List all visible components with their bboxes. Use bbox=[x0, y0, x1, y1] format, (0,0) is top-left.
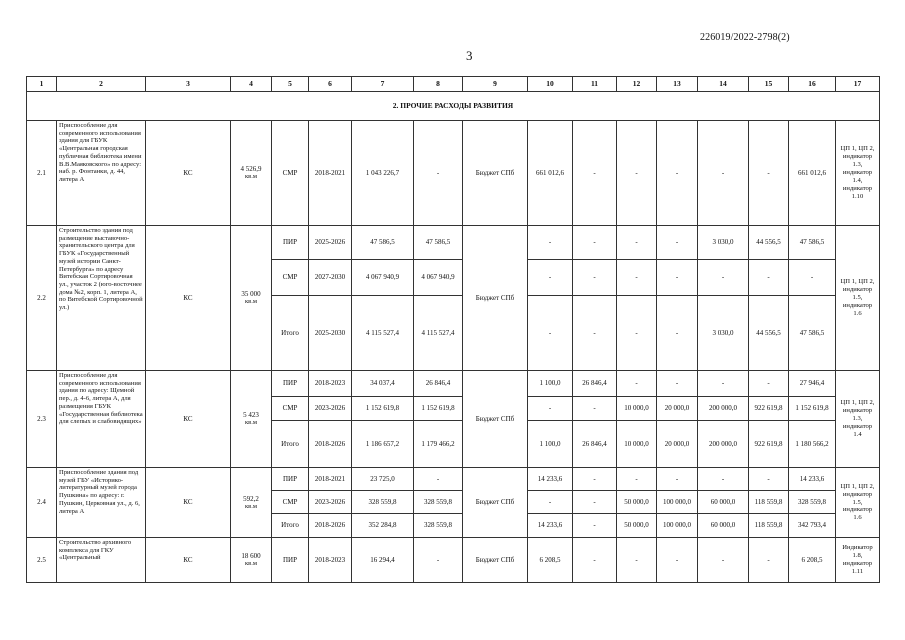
work-type: ПИР bbox=[272, 538, 309, 583]
year-value: - bbox=[573, 296, 617, 371]
remaining-cost: 328 559,8 bbox=[414, 491, 463, 514]
row-number: 2.1 bbox=[27, 121, 57, 226]
sum-value: 328 559,8 bbox=[789, 491, 836, 514]
period: 2025-2030 bbox=[309, 296, 352, 371]
year-value: - bbox=[698, 468, 749, 491]
year-value: - bbox=[698, 260, 749, 296]
col-header: 6 bbox=[309, 77, 352, 92]
table-row bbox=[27, 226, 880, 260]
customer: КС bbox=[146, 538, 231, 583]
year-value: - bbox=[657, 121, 698, 226]
capacity-value: 592,2 bbox=[243, 494, 259, 503]
remaining-cost: 1 152 619,8 bbox=[414, 397, 463, 421]
indicators: Индикатор 1.8, индикатор 1.11 bbox=[836, 538, 880, 583]
year-value: - bbox=[528, 296, 573, 371]
year-value: - bbox=[749, 468, 789, 491]
total-cost: 352 284,8 bbox=[352, 514, 414, 538]
year-value: - bbox=[749, 371, 789, 397]
capacity-unit: кв.м bbox=[245, 502, 257, 510]
total-cost: 1 043 226,7 bbox=[352, 121, 414, 226]
row-number: 2.4 bbox=[27, 468, 57, 538]
capacity bbox=[231, 121, 272, 226]
work-type: Итого bbox=[272, 296, 309, 371]
year-value: - bbox=[573, 397, 617, 421]
year-value: 50 000,0 bbox=[617, 491, 657, 514]
capacity bbox=[231, 226, 272, 371]
object-name: Приспособление здания под музей ГБУ «Историко-литературный музей города Пушкина» по адресу: г. Пушкин, Церковная ул., д. 6, литера А bbox=[57, 468, 146, 538]
period: 2018-2026 bbox=[309, 421, 352, 468]
remaining-cost: 26 846,4 bbox=[414, 371, 463, 397]
work-type: СМР bbox=[272, 491, 309, 514]
sum-value: 47 586,5 bbox=[789, 226, 836, 260]
work-type: ПИР bbox=[272, 226, 309, 260]
col-header: 16 bbox=[789, 77, 836, 92]
year-value: - bbox=[617, 226, 657, 260]
year-value: 14 233,6 bbox=[528, 514, 573, 538]
year-value: - bbox=[528, 226, 573, 260]
year-value: - bbox=[698, 371, 749, 397]
total-cost: 1 186 657,2 bbox=[352, 421, 414, 468]
sum-value: 6 208,5 bbox=[789, 538, 836, 583]
period: 2023-2026 bbox=[309, 397, 352, 421]
year-value: 100 000,0 bbox=[657, 514, 698, 538]
sum-value: 342 793,4 bbox=[789, 514, 836, 538]
sum-value: 1 180 566,2 bbox=[789, 421, 836, 468]
column-number-row bbox=[27, 77, 880, 92]
remaining-cost: - bbox=[414, 538, 463, 583]
total-cost: 16 294,4 bbox=[352, 538, 414, 583]
indicators: ЦП 1, ЦП 2, индикатор 1.3, индикатор 1.4 bbox=[836, 371, 880, 468]
remaining-cost: 328 559,8 bbox=[414, 514, 463, 538]
capacity-value: 18 600 bbox=[241, 552, 261, 561]
capacity-unit: кв.м bbox=[245, 173, 257, 181]
budget-table bbox=[26, 76, 880, 583]
col-header: 5 bbox=[272, 77, 309, 92]
year-value: 14 233,6 bbox=[528, 468, 573, 491]
capacity-unit: кв.м bbox=[245, 560, 257, 568]
row-number: 2.2 bbox=[27, 226, 57, 371]
year-value: - bbox=[698, 121, 749, 226]
funding-source: Бюджет СПб bbox=[463, 371, 528, 468]
year-value: 20 000,0 bbox=[657, 421, 698, 468]
year-value: 118 559,8 bbox=[749, 491, 789, 514]
year-value: - bbox=[573, 121, 617, 226]
object-name: Строительство здания под размещение выставочно-хранительского центра для ГБУК «Государственный музей истории Санкт-Петербурга» по адресу Витебская Сортировочная ул., участок 2 (юго-восточнее дома №2, корп. 1, литера А, по Витебской Сортировочной ул.) bbox=[57, 226, 146, 371]
year-value: - bbox=[657, 371, 698, 397]
year-value: - bbox=[657, 226, 698, 260]
remaining-cost: 4 115 527,4 bbox=[414, 296, 463, 371]
year-value: 200 000,0 bbox=[698, 397, 749, 421]
year-value: - bbox=[698, 538, 749, 583]
sum-value: 1 152 619,8 bbox=[789, 397, 836, 421]
year-value: - bbox=[617, 538, 657, 583]
year-value: - bbox=[617, 371, 657, 397]
indicators: ЦП 1, ЦП 2, индикатор 1.3, индикатор 1.4, индикатор 1.10 bbox=[836, 121, 880, 226]
period: 2023-2026 bbox=[309, 491, 352, 514]
col-header: 10 bbox=[528, 77, 573, 92]
year-value: - bbox=[573, 260, 617, 296]
capacity-value: 5 423 bbox=[243, 411, 259, 420]
year-value: - bbox=[657, 538, 698, 583]
year-value: 1 100,0 bbox=[528, 371, 573, 397]
total-cost: 1 152 619,8 bbox=[352, 397, 414, 421]
row-number: 2.5 bbox=[27, 538, 57, 583]
col-header: 12 bbox=[617, 77, 657, 92]
year-value: - bbox=[657, 260, 698, 296]
table-row bbox=[27, 538, 880, 583]
capacity-unit: кв.м bbox=[245, 419, 257, 427]
col-header: 17 bbox=[836, 77, 880, 92]
year-value: - bbox=[573, 538, 617, 583]
indicators: ЦП 1, ЦП 2, индикатор 1.5, индикатор 1.6 bbox=[836, 468, 880, 538]
year-value: 60 000,0 bbox=[698, 491, 749, 514]
work-type: СМР bbox=[272, 397, 309, 421]
section-title: 2. ПРОЧИЕ РАСХОДЫ РАЗВИТИЯ bbox=[27, 92, 880, 121]
capacity bbox=[231, 468, 272, 538]
year-value: 1 100,0 bbox=[528, 421, 573, 468]
year-value: 200 000,0 bbox=[698, 421, 749, 468]
year-value: - bbox=[657, 296, 698, 371]
year-value: - bbox=[749, 260, 789, 296]
year-value: 922 619,8 bbox=[749, 421, 789, 468]
year-value: 10 000,0 bbox=[617, 421, 657, 468]
object-name: Приспособление для современного использования здания по адресу: Щемной пер., д. 4-6, литера А, для размещения ГБУК «Государственная библиотека для слепых и слабовидящих» bbox=[57, 371, 146, 468]
row-number: 2.3 bbox=[27, 371, 57, 468]
object-name: Приспособление для современного использования здания для ГБУК «Центральная городская публичная библиотека имени В.В.Маяковского» по адресу: наб. р. Фонтанки, д. 44, литера А bbox=[57, 121, 146, 226]
col-header: 3 bbox=[146, 77, 231, 92]
year-value: 26 846,4 bbox=[573, 421, 617, 468]
sum-value: 14 233,6 bbox=[789, 468, 836, 491]
sum-value: 47 586,5 bbox=[789, 296, 836, 371]
year-value: 50 000,0 bbox=[617, 514, 657, 538]
object-name: Строительство архивного комплекса для ГКУ «Центральный bbox=[57, 538, 146, 583]
capacity-value: 4 526,9 bbox=[240, 165, 262, 174]
funding-source: Бюджет СПб bbox=[463, 468, 528, 538]
col-header: 7 bbox=[352, 77, 414, 92]
year-value: - bbox=[617, 121, 657, 226]
year-value: - bbox=[528, 491, 573, 514]
year-value: 3 030,0 bbox=[698, 226, 749, 260]
col-header: 13 bbox=[657, 77, 698, 92]
remaining-cost: - bbox=[414, 121, 463, 226]
period: 2025-2026 bbox=[309, 226, 352, 260]
col-header: 9 bbox=[463, 77, 528, 92]
capacity bbox=[231, 371, 272, 468]
work-type: ПИР bbox=[272, 468, 309, 491]
customer: КС bbox=[146, 226, 231, 371]
period: 2018-2023 bbox=[309, 371, 352, 397]
work-type: Итого bbox=[272, 514, 309, 538]
sum-value: 27 946,4 bbox=[789, 371, 836, 397]
year-value: 60 000,0 bbox=[698, 514, 749, 538]
customer: КС bbox=[146, 468, 231, 538]
remaining-cost: 4 067 940,9 bbox=[414, 260, 463, 296]
work-type: СМР bbox=[272, 260, 309, 296]
year-value: 10 000,0 bbox=[617, 397, 657, 421]
total-cost: 47 586,5 bbox=[352, 226, 414, 260]
customer: КС bbox=[146, 371, 231, 468]
remaining-cost: - bbox=[414, 468, 463, 491]
table-row bbox=[27, 121, 880, 226]
year-value: 44 556,5 bbox=[749, 296, 789, 371]
total-cost: 328 559,8 bbox=[352, 491, 414, 514]
year-value: 26 846,4 bbox=[573, 371, 617, 397]
year-value: 20 000,0 bbox=[657, 397, 698, 421]
col-header: 1 bbox=[27, 77, 57, 92]
period: 2018-2021 bbox=[309, 468, 352, 491]
indicators: ЦП 1, ЦП 2, индикатор 1.5, индикатор 1.6 bbox=[836, 226, 880, 371]
capacity bbox=[231, 538, 272, 583]
customer: КС bbox=[146, 121, 231, 226]
col-header: 11 bbox=[573, 77, 617, 92]
total-cost: 23 725,0 bbox=[352, 468, 414, 491]
table-row bbox=[27, 371, 880, 397]
year-value: 922 619,8 bbox=[749, 397, 789, 421]
col-header: 15 bbox=[749, 77, 789, 92]
sum-value: - bbox=[789, 260, 836, 296]
funding-source: Бюджет СПб bbox=[463, 538, 528, 583]
funding-source: Бюджет СПб bbox=[463, 121, 528, 226]
total-cost: 4 115 527,4 bbox=[352, 296, 414, 371]
year-value: - bbox=[617, 296, 657, 371]
period: 2027-2030 bbox=[309, 260, 352, 296]
year-value: - bbox=[573, 226, 617, 260]
work-type: ПИР bbox=[272, 371, 309, 397]
period: 2018-2026 bbox=[309, 514, 352, 538]
remaining-cost: 1 179 466,2 bbox=[414, 421, 463, 468]
col-header: 2 bbox=[57, 77, 146, 92]
capacity-value: 35 000 bbox=[241, 290, 261, 299]
year-value: 661 012,6 bbox=[528, 121, 573, 226]
period: 2018-2021 bbox=[309, 121, 352, 226]
year-value: - bbox=[573, 514, 617, 538]
year-value: - bbox=[528, 397, 573, 421]
table-row bbox=[27, 468, 880, 491]
year-value: - bbox=[573, 468, 617, 491]
col-header: 8 bbox=[414, 77, 463, 92]
work-type: Итого bbox=[272, 421, 309, 468]
page-number: 3 bbox=[466, 48, 473, 63]
year-value: 118 559,8 bbox=[749, 514, 789, 538]
document-number: 226019/2022-2798(2) bbox=[700, 32, 790, 43]
total-cost: 4 067 940,9 bbox=[352, 260, 414, 296]
sum-value: 661 012,6 bbox=[789, 121, 836, 226]
year-value: - bbox=[617, 468, 657, 491]
funding-source: Бюджет СПб bbox=[463, 226, 528, 371]
section-row bbox=[27, 92, 880, 121]
total-cost: 34 037,4 bbox=[352, 371, 414, 397]
remaining-cost: 47 586,5 bbox=[414, 226, 463, 260]
year-value: - bbox=[528, 260, 573, 296]
year-value: - bbox=[749, 538, 789, 583]
work-type: СМР bbox=[272, 121, 309, 226]
year-value: - bbox=[749, 121, 789, 226]
capacity-unit: кв.м bbox=[245, 298, 257, 306]
period: 2018-2023 bbox=[309, 538, 352, 583]
year-value: - bbox=[617, 260, 657, 296]
col-header: 4 bbox=[231, 77, 272, 92]
year-value: 44 556,5 bbox=[749, 226, 789, 260]
col-header: 14 bbox=[698, 77, 749, 92]
year-value: - bbox=[573, 491, 617, 514]
year-value: 100 000,0 bbox=[657, 491, 698, 514]
year-value: 3 030,0 bbox=[698, 296, 749, 371]
year-value: - bbox=[657, 468, 698, 491]
year-value: 6 208,5 bbox=[528, 538, 573, 583]
